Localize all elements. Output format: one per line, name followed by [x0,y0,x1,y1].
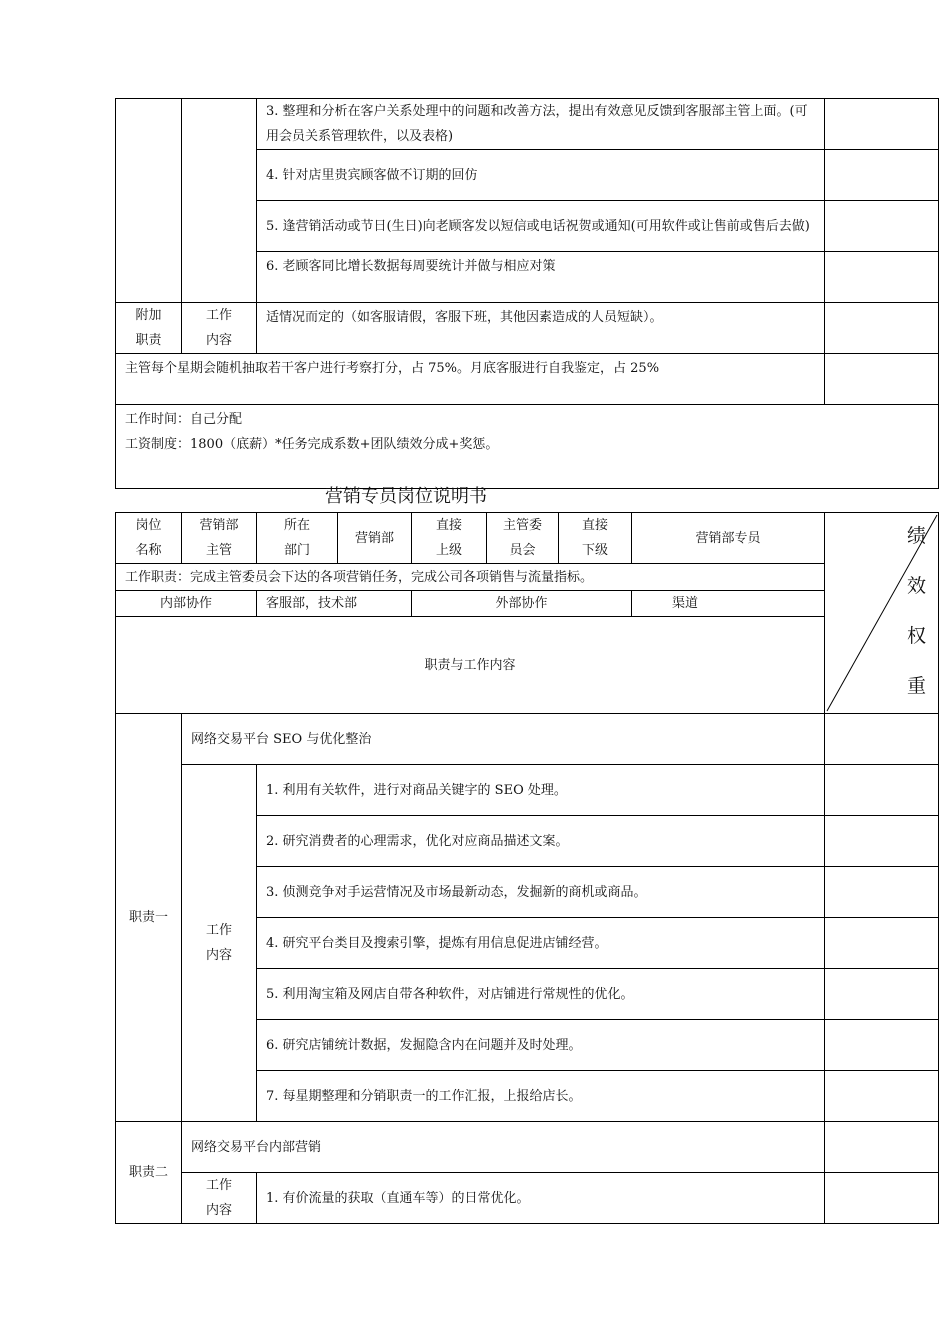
duty1-item: 5. 利用淘宝箱及网店自带各种软件，对店铺进行常规性的优化。 [257,969,825,1020]
duty1-label: 职责一 [116,714,182,1122]
dept-label [257,513,338,564]
weight-cell [825,714,939,765]
position-label-line1: 岗位 [135,518,162,533]
duty2-title: 网络交易平台内部营销 [182,1122,825,1173]
duty-item: 6. 老顾客同比增长数据每周要统计并做与相应对策 [257,252,825,303]
dept-label-line2: 部门 [283,543,310,558]
weight-char: 权 [906,625,926,647]
weight-cell [825,354,939,405]
position-label [116,513,182,564]
weight-cell [825,99,939,150]
superior-label [412,513,487,564]
external-collab-label: 外部协作 [412,591,632,617]
duty1-sub [182,765,257,1122]
document-title: 营销专员岗位说明书 [325,486,487,507]
weight-cell [825,150,939,201]
performance-weight-header [825,513,939,714]
weight-cell [825,867,939,918]
position-value [182,513,257,564]
weight-cell [825,969,939,1020]
dept-value: 营销部 [338,513,412,564]
duty-item: 5. 逢营销活动或节日(生日)向老顾客发以短信或电话祝贺或通知(可用软件或让售前或售后去做) [257,201,825,252]
duty1-item: 7. 每星期整理和分销职责一的工作汇报，上报给店长。 [257,1071,825,1122]
section-header: 职责与工作内容 [116,617,825,714]
marketing-job-description-table [115,512,939,1224]
evaluation-text: 主管每个星期会随机抽取若干客户进行考察打分，占 75%。月底客服进行自我鉴定，占 25% [116,354,825,405]
weight-cell [825,816,939,867]
subordinate-label [559,513,632,564]
duty1-item: 2. 研究消费者的心理需求，优化对应商品描述文案。 [257,816,825,867]
superior-value-line1: 主管委 [502,518,542,533]
additional-duty-sub-line1: 工作 [205,308,232,323]
weight-char: 重 [906,675,926,697]
duty1-sub-line2: 内容 [205,948,232,963]
weight-char: 绩 [906,525,926,547]
duty2-sub-line1: 工作 [205,1178,232,1193]
weight-cell [825,252,939,303]
external-collab-value: 渠道 [632,591,825,617]
additional-duty-label-line1: 附加 [135,308,162,323]
weight-cell [825,303,939,354]
duty-sub-cell [182,99,257,303]
work-terms [116,405,939,489]
weight-cell [825,201,939,252]
duty1-item: 4. 研究平台类目及搜索引擎，提炼有用信息促进店铺经营。 [257,918,825,969]
customer-duty-table [115,98,939,489]
additional-duty-label [116,303,182,354]
superior-label-line2: 上级 [435,543,462,558]
additional-duty-content: 适情况而定的（如客服请假，客服下班，其他因素造成的人员短缺）。 [257,303,825,354]
superior-label-line1: 直接 [435,518,462,533]
weight-cell [825,918,939,969]
duty1-title: 网络交易平台 SEO 与优化整治 [182,714,825,765]
weight-cell [825,1020,939,1071]
weight-cell [825,1122,939,1173]
subordinate-label-line1: 直接 [581,518,608,533]
weight-cell [825,1173,939,1224]
duty-item: 4. 针对店里贵宾顾客做不订期的回仿 [257,150,825,201]
duty-item: 3. 整理和分析在客户关系处理中的问题和改善方法，提出有效意见反馈到客服部主管上面。(可用会员关系管理软件，以及表格) [257,99,825,150]
superior-value [487,513,559,564]
duty2-label: 职责二 [116,1122,182,1224]
subordinate-value: 营销部专员 [632,513,825,564]
duty2-item: 1. 有价流量的获取（直通车等）的日常优化。 [257,1173,825,1224]
weight-char: 效 [906,575,926,597]
additional-duty-sub [182,303,257,354]
subordinate-label-line2: 下级 [581,543,608,558]
position-value-line1: 营销部 [199,518,239,533]
superior-value-line2: 员会 [509,543,536,558]
position-label-line2: 名称 [135,543,162,558]
internal-collab-value: 客服部，技术部 [257,591,412,617]
position-value-line2: 主管 [205,543,232,558]
weight-cell [825,765,939,816]
duty2-sub-line2: 内容 [205,1203,232,1218]
duty2-sub [182,1173,257,1224]
duty1-sub-line1: 工作 [205,923,232,938]
duty1-item: 6. 研究店铺统计数据，发掘隐含内在问题并及时处理。 [257,1020,825,1071]
internal-collab-label: 内部协作 [116,591,257,617]
weight-cell [825,1071,939,1122]
salary-system: 工资制度：1800（底薪）*任务完成系数+团队绩效分成+奖惩。 [125,437,499,452]
duty-summary: 工作职责：完成主管委员会下达的各项营销任务，完成公司各项销售与流量指标。 [116,564,825,591]
duty1-item: 3. 侦测竞争对手运营情况及市场最新动态，发掘新的商机或商品。 [257,867,825,918]
duty1-item: 1. 利用有关软件，进行对商品关键字的 SEO 处理。 [257,765,825,816]
additional-duty-sub-line2: 内容 [205,333,232,348]
additional-duty-label-line2: 职责 [135,333,162,348]
duty-label-cell [116,99,182,303]
dept-label-line1: 所在 [283,518,310,533]
work-time: 工作时间：自己分配 [125,412,243,427]
